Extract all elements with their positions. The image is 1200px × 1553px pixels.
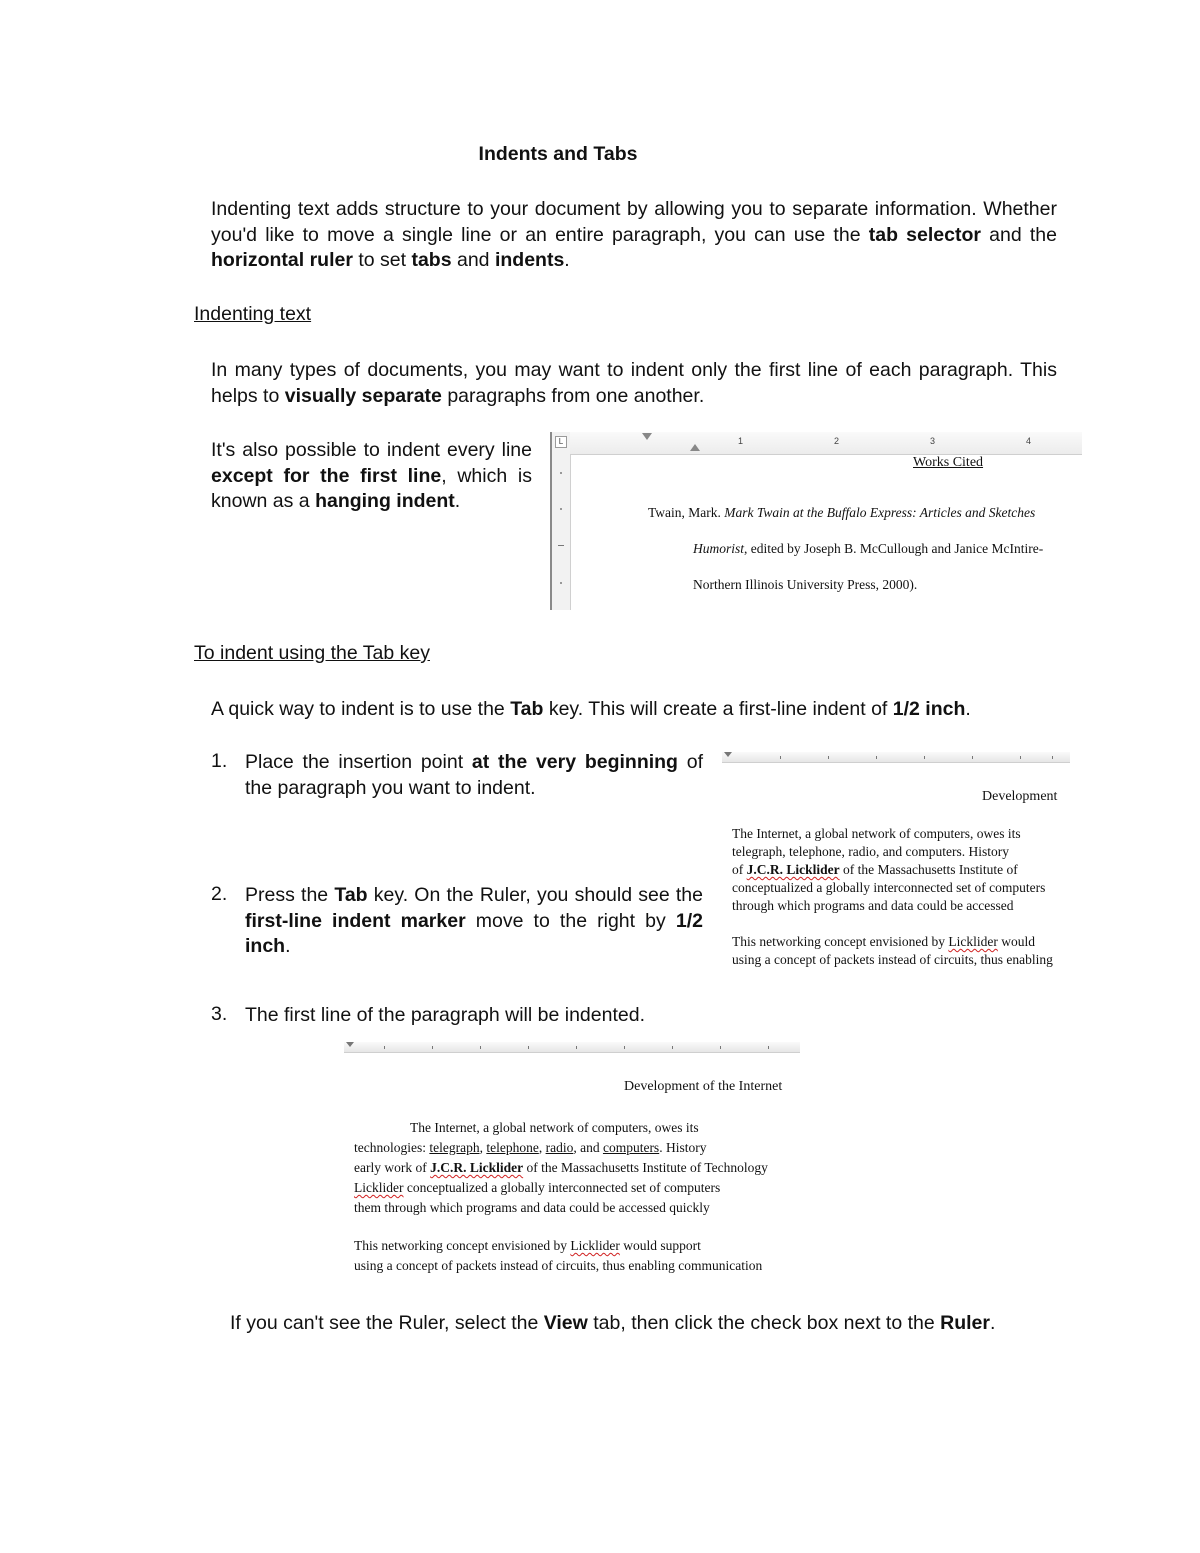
horizontal-ruler[interactable] [722,752,1070,763]
document-heading: Development [982,789,1058,804]
first-line-indent-marker-icon[interactable] [346,1042,354,1047]
ruler-screenshot-after [344,1042,800,1278]
step-number: 3. [211,1003,228,1025]
citation-line: Twain, Mark. Mark Twain at the Buffalo Express: Articles and Sketches [648,505,1036,520]
first-line-indent-paragraph: In many types of documents, you may want to indent only the first line of each paragraph. This helps to visually separate paragraphs from one another. [211,359,1057,407]
works-cited-heading: Works Cited [913,455,984,470]
step-text: Press the Tab key. On the Ruler, you should see the first-line indent marker move to the right by 1/2 inch. [245,884,703,957]
section-heading-indenting-text: Indenting text [194,303,312,325]
tab-key-paragraph: A quick way to indent is to use the Tab key. This will create a first-line indent of 1/2 inch. [211,698,971,720]
vertical-ruler [552,432,571,610]
first-line-indent-marker-icon[interactable] [724,752,732,757]
horizontal-ruler[interactable] [344,1042,800,1053]
citation-line: Northern Illinois University Press, 2000). [693,577,918,592]
ruler-screenshot-before [722,752,1070,974]
hanging-indent-paragraph: It's also possible to indent every line except for the first line, which is known as a hanging indent. [211,439,532,512]
horizontal-ruler[interactable] [570,432,1082,455]
step-text: The first line of the paragraph will be indented. [245,1004,645,1026]
section-heading-tab-key: To indent using the Tab key [194,642,430,664]
ruler-number: 3 [930,436,936,446]
intro-paragraph: Indenting text adds structure to your document by allowing you to separate information. Whether you'd like to move a single line or an entire paragraph, you can use the tab selector and the horizontal ruler to set tabs and indents. [211,198,1057,271]
tab-selector-icon[interactable]: L [555,436,567,448]
ruler-number: 4 [1026,436,1032,446]
works-cited-screenshot [550,432,1082,610]
ruler-tip-paragraph: If you can't see the Ruler, select the View tab, then click the check box next to the Ruler. [230,1312,996,1334]
document-heading: Development of the Internet [624,1079,783,1094]
page-title: Indents and Tabs [478,143,638,165]
document-body: The Internet, a global network of computers, owes its technologies: telegraph, telephone, radio, and computers. History early work of J.C.R. Licklider of the Massachusetts Institute of Technology Licklider conceptualized a globally interconnected set of computers them through which programs and data could be accessed quickly This networking concept envisioned by Licklider would support using a concept of packets instead of circuits, thus enabling communication [354,1120,768,1273]
step-number: 2. [211,883,228,905]
step-number: 1. [211,750,228,772]
hanging-indent-marker-icon[interactable] [690,444,700,451]
step-text: Place the insertion point at the very beginning of the paragraph you want to indent. [245,751,703,799]
document-body: The Internet, a global network of computers, owes its telegraph, telephone, radio, and computers. History of J.C.R. Licklider of the Massachusetts Institute of conceptualized a globally interconnected set of computers through which programs and data could be accessed This networking concept envisioned by Licklider would using a concept of packets instead of circuits, thus enabling [732,826,1053,967]
first-line-indent-marker-icon[interactable] [642,433,652,440]
ruler-number: 1 [738,436,744,446]
citation-line: Humorist, edited by Joseph B. McCullough and Janice McIntire- [693,541,1044,556]
ruler-number: 2 [834,436,840,446]
